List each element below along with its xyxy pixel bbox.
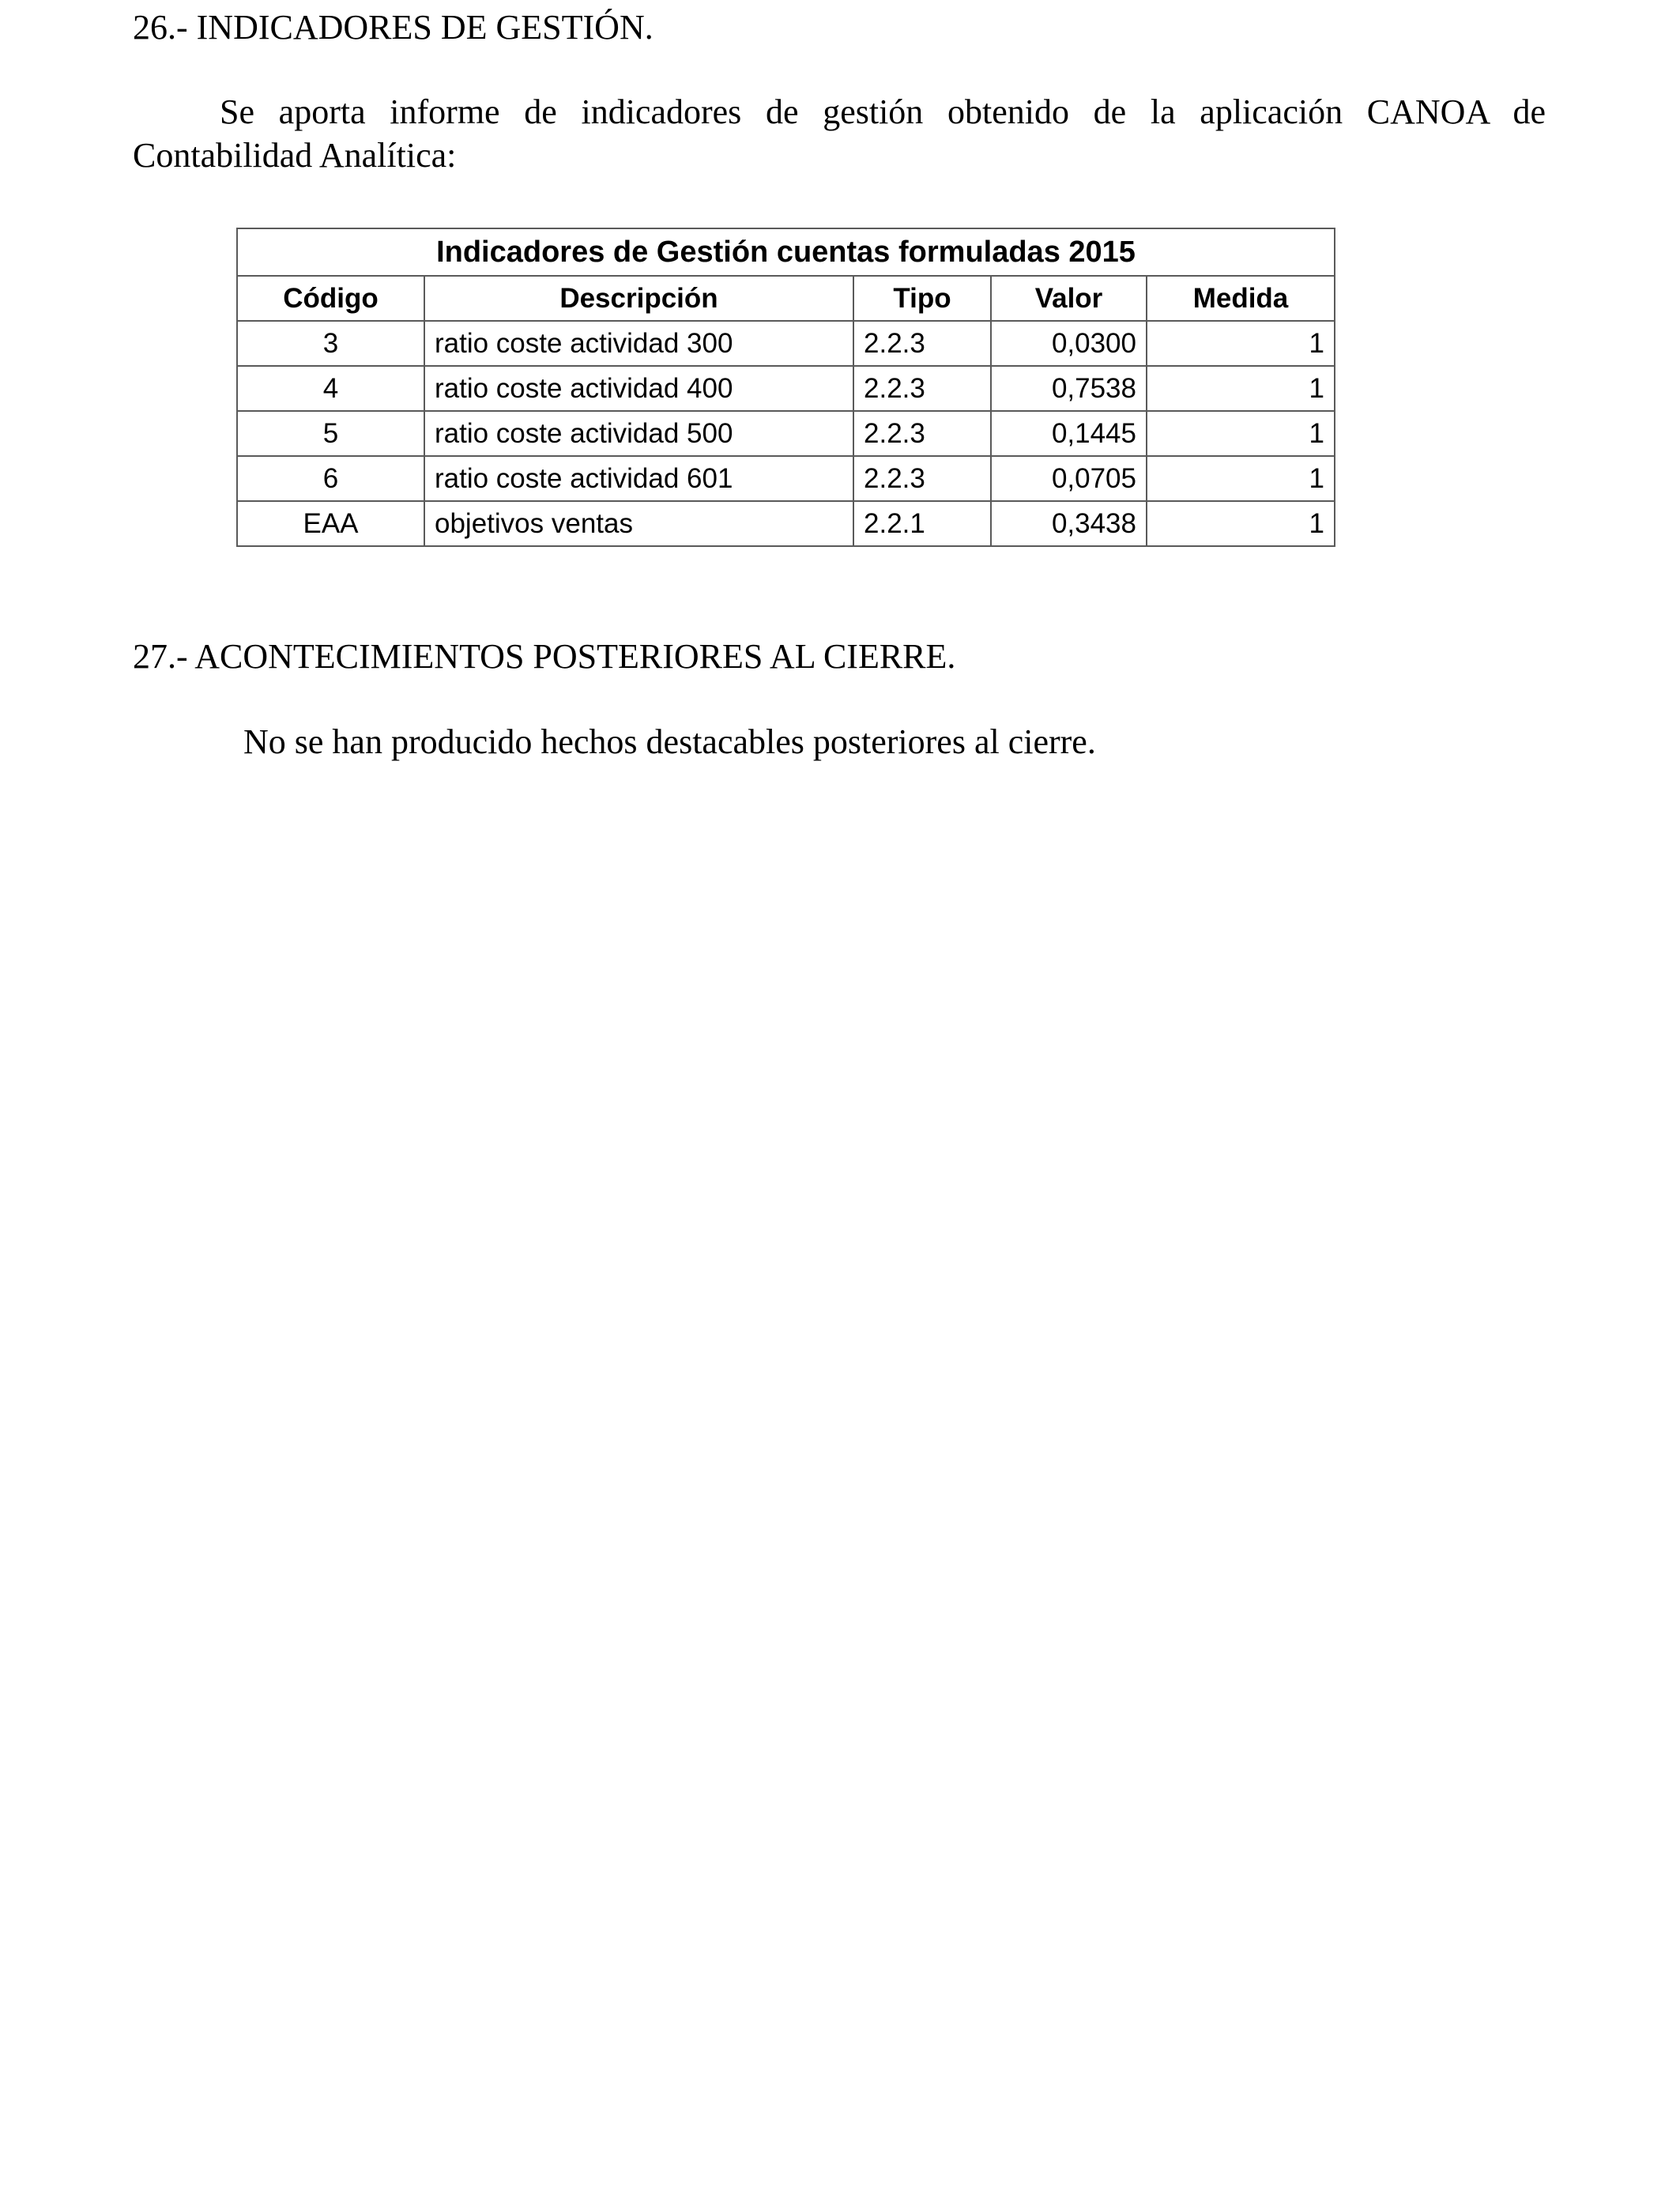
- section-26-heading: 26.- INDICADORES DE GESTIÓN.: [133, 8, 654, 47]
- table-header-row: [237, 276, 1335, 321]
- cell-valor: 0,3438: [991, 501, 1147, 546]
- cell-medida: 1: [1147, 501, 1335, 546]
- cell-descripcion: ratio coste actividad 300: [424, 321, 853, 366]
- cell-codigo: EAA: [237, 501, 424, 546]
- cell-valor: 0,0300: [991, 321, 1147, 366]
- cell-valor: 0,1445: [991, 411, 1147, 456]
- cell-valor: 0,0705: [991, 456, 1147, 501]
- cell-valor: 0,7538: [991, 366, 1147, 411]
- indicators-table: [236, 228, 1335, 547]
- header-descripcion: Descripción: [424, 276, 853, 321]
- section-27-paragraph: No se han producido hechos destacables posteriores al cierre.: [243, 722, 1096, 761]
- cell-descripcion: ratio coste actividad 601: [424, 456, 853, 501]
- cell-descripcion: ratio coste actividad 500: [424, 411, 853, 456]
- cell-tipo: 2.2.3: [853, 321, 991, 366]
- table-row: [237, 411, 1335, 456]
- cell-medida: 1: [1147, 456, 1335, 501]
- cell-descripcion: objetivos ventas: [424, 501, 853, 546]
- section-27-heading: 27.- ACONTECIMIENTOS POSTERIORES AL CIERRE.: [133, 637, 956, 676]
- cell-tipo: 2.2.3: [853, 366, 991, 411]
- table-row: [237, 321, 1335, 366]
- cell-descripcion: ratio coste actividad 400: [424, 366, 853, 411]
- cell-tipo: 2.2.1: [853, 501, 991, 546]
- table-row: [237, 456, 1335, 501]
- cell-codigo: 5: [237, 411, 424, 456]
- section-26-paragraph: Se aporta informe de indicadores de gestión obtenido de la aplicación CANOA de Contabilidad Analítica:: [133, 92, 1546, 175]
- cell-codigo: 4: [237, 366, 424, 411]
- cell-codigo: 3: [237, 321, 424, 366]
- table-row: [237, 501, 1335, 546]
- header-tipo: Tipo: [853, 276, 991, 321]
- cell-tipo: 2.2.3: [853, 411, 991, 456]
- cell-medida: 1: [1147, 366, 1335, 411]
- cell-medida: 1: [1147, 321, 1335, 366]
- table-title-row: [237, 228, 1335, 276]
- table-title: Indicadores de Gestión cuentas formuladas 2015: [237, 228, 1335, 276]
- cell-codigo: 6: [237, 456, 424, 501]
- cell-tipo: 2.2.3: [853, 456, 991, 501]
- header-valor: Valor: [991, 276, 1147, 321]
- table-row: [237, 366, 1335, 411]
- header-medida: Medida: [1147, 276, 1335, 321]
- cell-medida: 1: [1147, 411, 1335, 456]
- header-codigo: Código: [237, 276, 424, 321]
